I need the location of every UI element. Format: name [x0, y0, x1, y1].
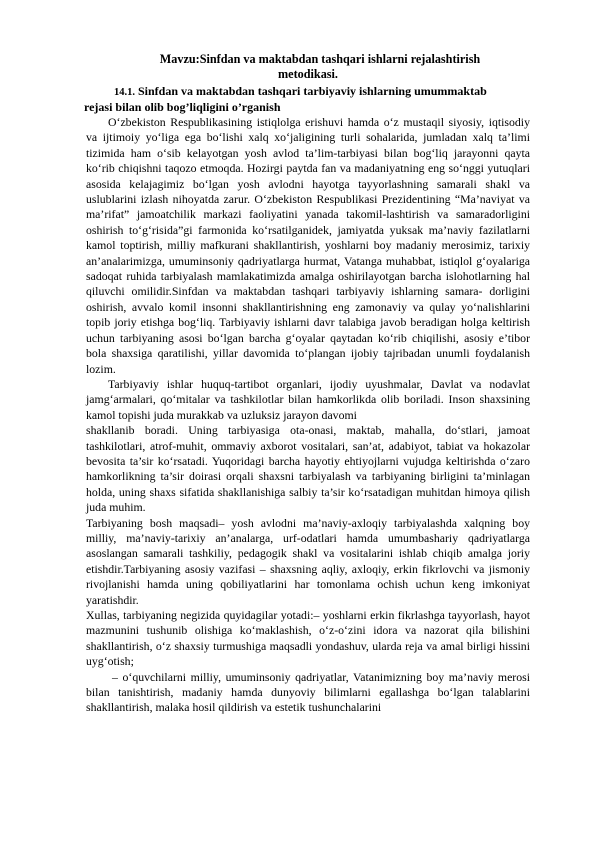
section-title-line-1: Sinfdan va maktabdan tashqari tarbiyaviy ishlarning umummaktab	[138, 84, 487, 98]
section-heading	[86, 84, 530, 115]
document-title	[86, 52, 530, 82]
paragraph-list-item: – o‘quvchilarni milliy, umuminsoniy qadriyatlar, Vatanimizning boy ma’naviy merosi bilan tanishtirish, madaniy hamda dunyoviy bilimlarni egallashga bo‘lgan talablarini shakllantirish, malaka hosil qildirish va estetik tushunchalarini	[86, 669, 530, 715]
section-title-line-2: rejasi bilan olib bog’liqligini o’rganish	[84, 100, 281, 114]
title-line-2: metodikasi.	[278, 67, 338, 81]
document-page	[86, 52, 530, 716]
section-number: 14.1.	[114, 87, 135, 98]
paragraph-main-goal: Tarbiyaning bosh maqsadi– yosh avlodni ma’naviy-axloqiy tarbiyalashda xalqning boy milliy, ma’naviy-tarixiy an’analarga, urf-odatlari hamda umumbashariy qadriyatlarga asoslangan samarali tashkiliy, pedagogik shakl va vositalarini ishlab chiqib amalga joriy etishdir.Tarbiyaning asosiy vazifasi – shaxsning aqliy, axloqiy, erkin fikrlovchi va jismoniy rivojlanishi hamda uning qobiliyatlarini har tomonlama ochish uchun keng imkoniyat yaratishdir.	[86, 515, 530, 607]
paragraph-formation: shakllanib boradi. Uning tarbiyasiga ota-onasi, maktab, mahalla, do‘stlari, jamoat tashkilotlari, atrof-muhit, ommaviy axborot vositalari, san’at, adabiyot, tabiat va hokazolar bevosita ta’sir ko‘rsatadi. Yuqoridagi barcha hayotiy ehtiyojlarni vujudga keltirishda o‘zaro hamkorlikning ta’sir doirasi orqali shaxsni tarbiyalash va tarbiyaning birligini ta’minlagan holda, uning shaxs sifatida shakllanishiga salbiy ta’sir ko‘rsatadigan muhitdan himoya qilish juda muhim.	[86, 423, 530, 515]
paragraph-cooperation: Tarbiyaviy ishlar huquq-tartibot organlari, ijodiy uyushmalar, Davlat va nodavlat jamg‘armalari, qo‘mitalar va tashkilotlar bilan hamkorlikda olib boriladi. Inson shaxsining kamol topishi juda murakkab va uzluksiz jarayon davomi	[86, 376, 530, 422]
title-line-1: Mavzu:Sinfdan va maktabdan tashqari ishlarni rejalashtirish	[159, 52, 481, 66]
paragraph-summary: Xullas, tarbiyaning negizida quyidagilar yotadi:– yoshlarni erkin fikrlashga tayyorlash, hayot mazmunini tushunib olishiga ko‘maklashish, o‘z-o‘zini idora va nazorat qila bilishini shakllantirish, o‘z shaxsiy turmushiga maqsadli yondashuv, ularda reja va amal birligi hissini uyg‘otish;	[86, 608, 530, 669]
paragraph-intro: O‘zbekiston Respublikasining istiqlolga erishuvi hamda o‘z mustaqil siyosiy, iqtisodiy va ijtimoiy yo‘liga ega bo‘lishi xalq xo‘jaligining turli sohalarida, jumladan xalq ta’limi tizimida ham o‘sib kelayotgan yosh avlod ta’lim-tarbiyasi bilan bog‘liq jarayonni qayta ko‘rib chiqishni taqozo etmoqda. Hozirgi paytda fan va madaniyatning eng so‘nggi yutuqlari asosida kelajagimiz bo‘lgan yosh avlodni hayotga tayyorlashning samarali shakl va uslublarini izlash nihoyatda zarur. O‘zbekiston Respublikasi Prezidentining “Ma’naviyat va ma’rifat” jamoatchilik markazi faoliyatini yanada takomil-lashtirish va samaradorligini oshirish to‘g‘risida”gi farmonida ko‘rsatilganidek, jamiyatda yuksak ma’naviy fazilatlarni kamol toptirish, milliy mafkurani shakllantirish, yoshlarni boy madaniy merosimiz, tarixiy an’analarimizga, umuminsoniy qadriyatlarga hurmat, Vatanga muhabbat, istiqlol g‘oyalariga sadoqat ruhida tarbiyalash mamlakatimizda amalga oshirilayotgan barcha islohotlarning hal qiluvchi omilidir.Sinfdan va maktabdan tashqari tarbiyaviy ishlarning samara- dorligini oshirish, avvalo komil insonni shakllantirishning eng zamonaviy va qulay yo‘nalishlarini topib joriy etishga bog‘liq. Tarbiyaviy ishlarni davr talabiga javob beradigan holga keltirish uchun tarbiyaning asosi bo‘lgan barcha g‘oyalar qaytadan ko‘rib chiqilishi, asosiy e’tibor bola shaxsiga qaratilishi, yillar davomida to‘plangan ijobiy tajribadan unumli foydalanish lozim.	[86, 115, 530, 376]
